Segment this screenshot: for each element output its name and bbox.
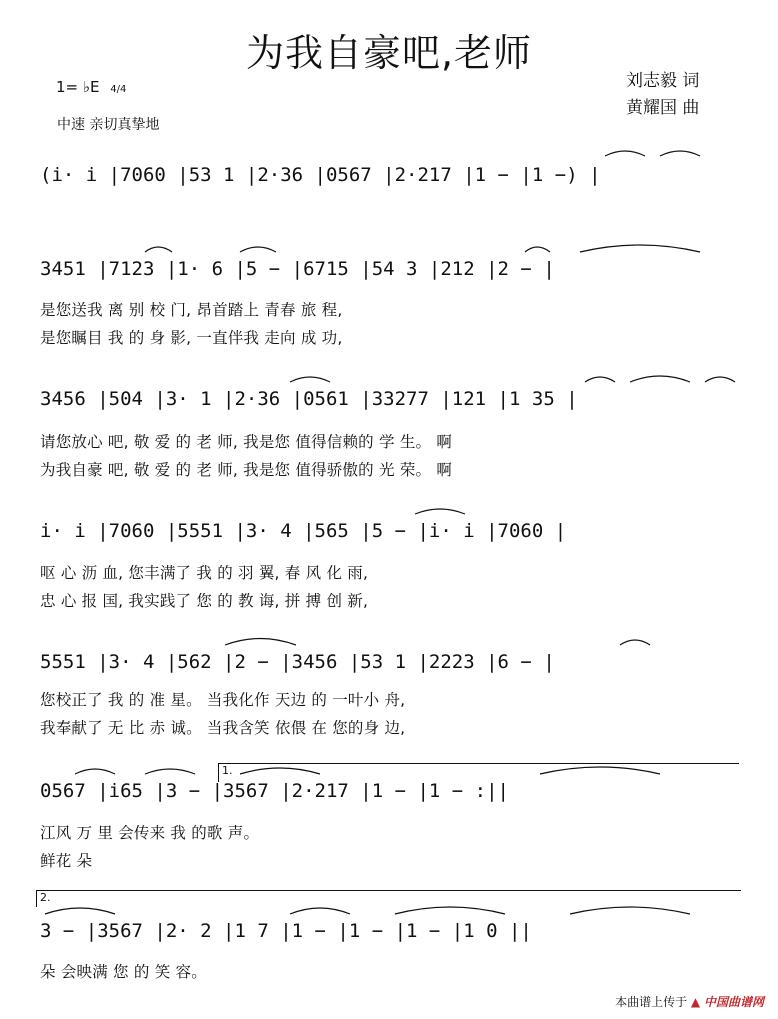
composer-credit: 黄耀国 曲 [626, 98, 700, 118]
slur-mark [415, 509, 465, 514]
footer-prefix: 本曲谱上传于 [615, 995, 688, 1009]
lyric-verse-1: 朵 会映满 您 的 笑 容。 [40, 963, 207, 981]
lyric-verse-2: 鲜花 朵 [40, 852, 93, 870]
slur-mark [290, 908, 350, 914]
slur-mark [145, 247, 172, 252]
site-brand: 中国曲谱网 [703, 995, 764, 1009]
notation-line: 3451 |7123 |1· 6 |5 − |6715 |54 3 |212 |2 − | [40, 258, 555, 280]
slur-mark [660, 151, 700, 156]
lyric-verse-1: 请您放心 吧, 敬 爱 的 老 师, 我是您 值得信赖的 学 生。 啊 [40, 433, 453, 451]
footer-credit [615, 993, 764, 1010]
notation-line: 0567 |i65 |3 − |3567 |2·217 |1 − |1 − :|| [40, 780, 509, 802]
slur-mark [570, 907, 690, 914]
slur-mark [225, 639, 296, 646]
slur-mark [395, 907, 505, 914]
slur-mark [240, 768, 320, 774]
lyric-verse-2: 是您瞩目 我 的 身 影, 一直伴我 走向 成 功, [40, 329, 343, 347]
first-ending-label: 1. [222, 764, 233, 777]
slur-mark [45, 908, 115, 914]
page-title: 为我自豪吧,老师 [245, 31, 533, 75]
notation-line: (i· i |7060 |53 1 |2·36 |0567 |2·217 |1 − |1 −) | [40, 164, 601, 186]
lyric-verse-2: 我奉献了 无 比 赤 诚。 当我含笑 依偎 在 您的身 边, [40, 719, 406, 737]
slur-mark [145, 769, 195, 774]
key-signature: 1= ♭E [56, 78, 100, 96]
slur-mark [75, 769, 115, 774]
slur-mark [580, 245, 700, 252]
lyric-verse-1: 呕 心 沥 血, 您丰满了 我 的 羽 翼, 春 风 化 雨, [40, 564, 369, 582]
time-signature: 4/4 [110, 84, 127, 95]
slur-mark [240, 247, 276, 252]
slur-mark [540, 767, 660, 774]
slur-mark [585, 377, 615, 382]
notation-line: 3456 |504 |3· 1 |2·36 |0561 |33277 |121 |1 35 | [40, 388, 578, 410]
lyric-verse-2: 为我自豪 吧, 敬 爱 的 老 师, 我是您 值得骄傲的 光 荣。 啊 [40, 461, 453, 479]
slur-mark [605, 151, 645, 156]
lyric-verse-1: 江风 万 里 会传来 我 的歌 声。 [40, 824, 260, 842]
lyric-verse-2: 忠 心 报 国, 我实践了 您 的 教 诲, 拼 搏 创 新, [40, 592, 369, 610]
slur-mark [290, 377, 330, 382]
lyricist-credit: 刘志毅 词 [626, 71, 700, 91]
notation-line: 5551 |3· 4 |562 |2 − |3456 |53 1 |2223 |6 − | [40, 651, 555, 673]
second-ending-label: 2. [40, 891, 51, 904]
slur-mark [705, 377, 735, 382]
tempo-marking: 中速 亲切真挚地 [57, 117, 160, 133]
notation-line: 3 − |3567 |2· 2 |1 7 |1 − |1 − |1 − |1 0 || [40, 920, 532, 942]
lyric-verse-1: 是您送我 离 别 校 门, 昂首踏上 青春 旅 程, [40, 301, 343, 319]
flame-logo-icon: ▲ [690, 995, 701, 1009]
slur-mark [525, 247, 550, 252]
slur-mark [630, 376, 690, 382]
slur-mark [620, 640, 650, 645]
notation-line: i· i |7060 |5551 |3· 4 |565 |5 − |i· i |7060 | [40, 520, 567, 542]
lyric-verse-1: 您校正了 我 的 准 星。 当我化作 天边 的 一叶小 舟, [40, 691, 406, 709]
